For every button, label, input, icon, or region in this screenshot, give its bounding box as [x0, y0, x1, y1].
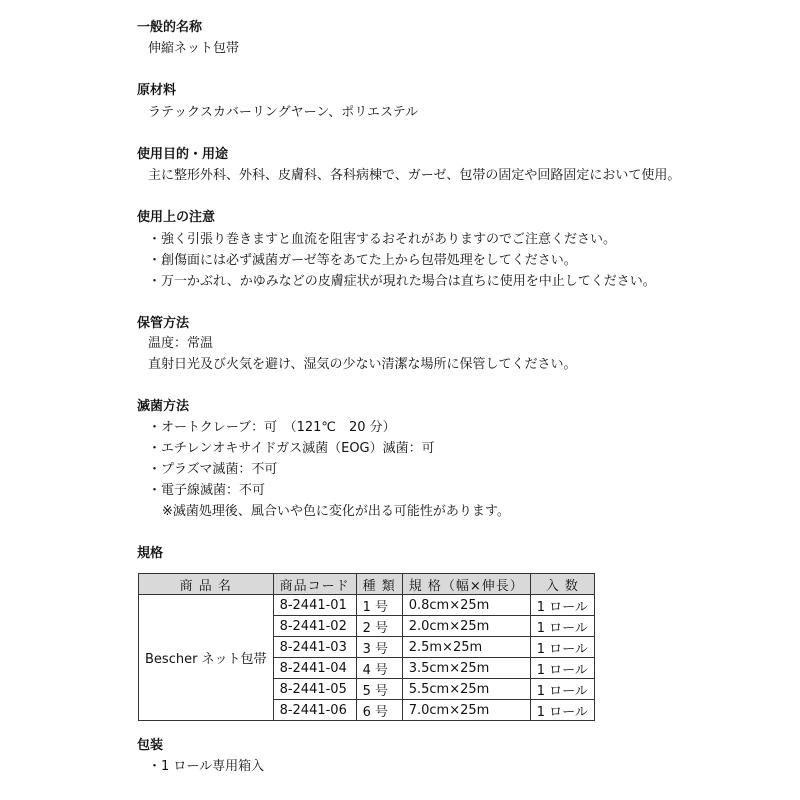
- product-code-cell: 8-2441-01: [273, 595, 356, 616]
- sterilization-item: ・電子線滅菌：不可: [148, 483, 266, 498]
- product-code-cell: 8-2441-05: [273, 679, 356, 700]
- table-row: [139, 595, 595, 616]
- purpose-value: 主に整形外科、外科、皮膚科、各科病棟で、ガーゼ、包帯の固定や回路固定において使用。: [148, 168, 681, 183]
- specs-heading: 規格: [137, 546, 164, 561]
- spec-cell: 5.5cm×25m: [402, 679, 530, 700]
- quantity-cell: 1 ロール: [530, 658, 594, 679]
- header-product-code: 商品コード: [273, 574, 356, 595]
- cautions-heading: 使用上の注意: [137, 210, 216, 225]
- quantity-cell: 1 ロール: [530, 616, 594, 637]
- spec-cell: 2.0cm×25m: [402, 616, 530, 637]
- sterilization-heading: 滅菌方法: [137, 399, 190, 414]
- storage-instructions: 直射日光及び火気を避け、湿気の少ない清潔な場所に保管してください。: [148, 357, 577, 372]
- header-type: 種 類: [356, 574, 402, 595]
- spec-cell: 7.0cm×25m: [402, 700, 530, 721]
- type-cell: 6 号: [356, 700, 402, 721]
- header-spec: 規 格（幅×伸長）: [402, 574, 530, 595]
- product-code-cell: 8-2441-06: [273, 700, 356, 721]
- header-product-name: 商 品 名: [139, 574, 274, 595]
- packaging-heading: 包装: [137, 738, 164, 753]
- materials-heading: 原材料: [137, 83, 177, 98]
- general-name-heading: 一般的名称: [137, 20, 203, 35]
- caution-item: ・創傷面には必ず滅菌ガーゼ等をあてた上から包帯処理をしてください。: [148, 253, 577, 268]
- sterilization-note: ※滅菌処理後、風合いや色に変化が出る可能性があります。: [162, 504, 510, 519]
- sterilization-item: ・オートクレーブ：可 （121℃ 20 分）: [148, 420, 396, 435]
- purpose-heading: 使用目的・用途: [137, 147, 229, 162]
- quantity-cell: 1 ロール: [530, 679, 594, 700]
- spec-cell: 0.8cm×25m: [402, 595, 530, 616]
- caution-item: ・万一かぶれ、かゆみなどの皮膚症状が現れた場合は直ちに使用を中止してください。: [148, 274, 656, 289]
- quantity-cell: 1 ロール: [530, 700, 594, 721]
- sterilization-item: ・エチレンオキサイドガス滅菌（EOG）滅菌：可: [148, 441, 435, 456]
- storage-temperature: 温度：常温: [148, 336, 214, 351]
- product-code-cell: 8-2441-03: [273, 637, 356, 658]
- caution-item: ・強く引張り巻きますと血流を阻害するおそれがありますのでご注意ください。: [148, 232, 617, 247]
- spec-cell: 2.5m×25m: [402, 637, 530, 658]
- table-header-row: [139, 574, 595, 595]
- product-code-cell: 8-2441-02: [273, 616, 356, 637]
- sterilization-item: ・プラズマ滅菌：不可: [148, 462, 278, 477]
- quantity-cell: 1 ロール: [530, 637, 594, 658]
- materials-value: ラテックスカバーリングヤーン、ポリエステル: [148, 105, 419, 120]
- packaging-value: ・1 ロール専用箱入: [148, 759, 265, 774]
- spec-cell: 3.5cm×25m: [402, 658, 530, 679]
- type-cell: 2 号: [356, 616, 402, 637]
- spec-table: [138, 573, 595, 721]
- header-quantity: 入 数: [530, 574, 594, 595]
- type-cell: 3 号: [356, 637, 402, 658]
- type-cell: 5 号: [356, 679, 402, 700]
- general-name-value: 伸縮ネット包帯: [148, 41, 240, 56]
- quantity-cell: 1 ロール: [530, 595, 594, 616]
- product-name-cell: Bescher ネット包帯: [139, 595, 274, 721]
- type-cell: 1 号: [356, 595, 402, 616]
- storage-heading: 保管方法: [137, 316, 190, 331]
- product-code-cell: 8-2441-04: [273, 658, 356, 679]
- type-cell: 4 号: [356, 658, 402, 679]
